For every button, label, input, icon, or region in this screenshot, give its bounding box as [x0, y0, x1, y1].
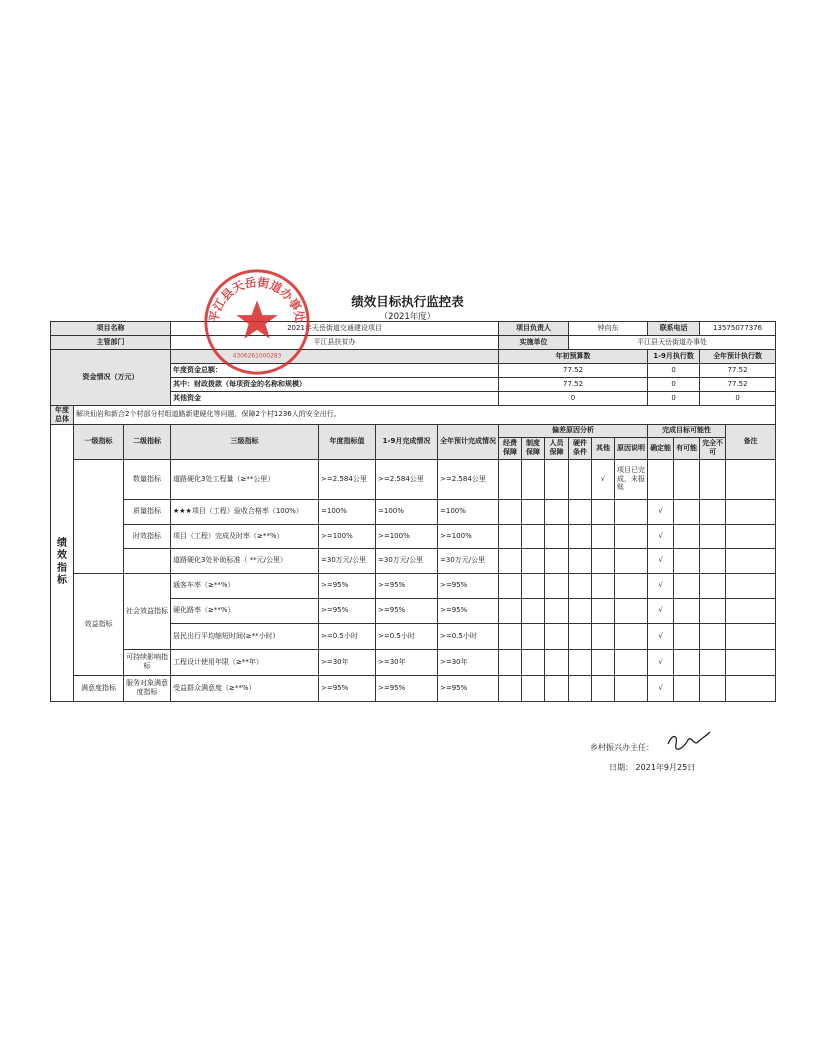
- col-l3: 三级指标: [171, 424, 319, 459]
- l2-cost: [124, 548, 171, 573]
- poss-maybe-cell: [674, 459, 700, 499]
- forecast-value: >=100%: [438, 524, 499, 548]
- l3-indicator: 工程设计使用年限（≥**年）: [171, 649, 319, 675]
- jan-sep-value: =30万元/公里: [376, 548, 438, 573]
- target-value: >=95%: [319, 675, 376, 701]
- dev-system-cell: [522, 459, 545, 499]
- dev-hardware-cell: [569, 524, 592, 548]
- dev-staff-cell: [545, 499, 569, 524]
- poss-sure-cell: √: [648, 499, 674, 524]
- funds-label: 资金情况（万元）: [51, 350, 171, 406]
- poss-col-sure: 确定能: [648, 437, 674, 459]
- l2-quantity: 数量指标: [124, 459, 171, 499]
- poss-sure-cell: √: [648, 649, 674, 675]
- dev-other-cell: [592, 499, 615, 524]
- funds-row-name: 其他资金: [171, 392, 499, 406]
- jan-sep-value: >=95%: [376, 573, 438, 598]
- l2-quality: 质量指标: [124, 499, 171, 524]
- col-l2: 二级指标: [124, 424, 171, 459]
- poss-sure-cell: √: [648, 548, 674, 573]
- dev-funding-cell: [499, 598, 522, 623]
- seal-code: 4306261000283: [232, 353, 282, 360]
- poss-impossible-cell: [700, 598, 726, 623]
- dev-hardware-cell: [569, 675, 592, 701]
- l3-indicator: 受益群众满意度（≥**%）: [171, 675, 319, 701]
- jan-sep-value: >=95%: [376, 675, 438, 701]
- funds-row-full-year: 77.52: [700, 364, 776, 378]
- poss-maybe-cell: [674, 524, 700, 548]
- dev-system-cell: [522, 649, 545, 675]
- forecast-value: =100%: [438, 499, 499, 524]
- reason-cell: [615, 548, 648, 573]
- forecast-value: >=95%: [438, 573, 499, 598]
- reason-cell: [615, 623, 648, 649]
- deviation-header: 偏差原因分析: [499, 424, 648, 437]
- unit-label: 实施单位: [499, 336, 569, 350]
- poss-col-maybe: 有可能: [674, 437, 700, 459]
- dev-hardware-cell: [569, 573, 592, 598]
- poss-sure-cell: √: [648, 675, 674, 701]
- funds-row-name: 年度资金总额：: [171, 364, 499, 378]
- dev-hardware-cell: [569, 598, 592, 623]
- remark-cell: [726, 459, 776, 499]
- dev-staff-cell: [545, 573, 569, 598]
- col-jan-sep: 1-9月完成情况: [376, 424, 438, 459]
- jan-sep-value: >=100%: [376, 524, 438, 548]
- poss-sure-cell: √: [648, 524, 674, 548]
- possibility-header: 完成目标可能性: [648, 424, 726, 437]
- remark-cell: [726, 524, 776, 548]
- dev-other-cell: [592, 573, 615, 598]
- remark-cell: [726, 675, 776, 701]
- owner-value: 钟向东: [569, 322, 648, 336]
- remark-cell: [726, 649, 776, 675]
- forecast-value: >=0.5小时: [438, 623, 499, 649]
- project-name: 2021年天岳街道交通建设项目: [171, 322, 499, 336]
- remark-cell: [726, 623, 776, 649]
- official-seal: [198, 263, 316, 381]
- l3-indicator: 通客车率（≥**%）: [171, 573, 319, 598]
- poss-maybe-cell: [674, 573, 700, 598]
- dev-system-cell: [522, 548, 545, 573]
- jan-sep-value: >=95%: [376, 598, 438, 623]
- owner-label: 项目负责人: [499, 322, 569, 336]
- target-value: >=30年: [319, 649, 376, 675]
- date-label: 日期：: [609, 763, 633, 772]
- dev-funding-cell: [499, 548, 522, 573]
- dev-system-cell: [522, 499, 545, 524]
- monitoring-form: [50, 321, 776, 702]
- poss-impossible-cell: [700, 623, 726, 649]
- funds-row-jan-sep: 0: [648, 392, 700, 406]
- target-value: =100%: [319, 499, 376, 524]
- dev-funding-cell: [499, 649, 522, 675]
- poss-impossible-cell: [700, 649, 726, 675]
- funds-row-budget: 77.52: [499, 378, 648, 392]
- poss-maybe-cell: [674, 623, 700, 649]
- dev-staff-cell: [545, 459, 569, 499]
- page-subtitle: （2021年度）: [379, 312, 436, 322]
- dev-funding-cell: [499, 675, 522, 701]
- dev-col-funding: 经费保障: [499, 437, 522, 459]
- dev-staff-cell: [545, 623, 569, 649]
- l3-indicator: 项目（工程）完成及时率（≥**%）: [171, 524, 319, 548]
- page-title: 绩效目标执行监控表: [351, 294, 464, 309]
- remark-cell: [726, 499, 776, 524]
- dev-hardware-cell: [569, 459, 592, 499]
- l1-output: [74, 459, 124, 573]
- phone-label: 联系电话: [648, 322, 700, 336]
- l1-satisfaction: 满意度指标: [74, 675, 124, 701]
- forecast-value: >=95%: [438, 598, 499, 623]
- poss-sure-cell: [648, 459, 674, 499]
- poss-sure-cell: √: [648, 573, 674, 598]
- l3-indicator: ★★★项目（工程）验收合格率（100%）: [171, 499, 319, 524]
- l3-indicator: 硬化路率（≥**%）: [171, 598, 319, 623]
- handwritten-signature: [664, 728, 714, 752]
- forecast-value: =30万元/公里: [438, 548, 499, 573]
- target-value: >=95%: [319, 598, 376, 623]
- col-target: 年度指标值: [319, 424, 376, 459]
- remark-cell: [726, 573, 776, 598]
- l3-indicator: 居民出行平均缩短时间(≥**小时): [171, 623, 319, 649]
- project-name-label: 项目名称: [51, 322, 171, 336]
- reason-cell: 项目已完成，未报账: [615, 459, 648, 499]
- perf-side-label: 绩效指标: [51, 424, 74, 701]
- funds-row-budget: 77.52: [499, 364, 648, 378]
- funds-row-jan-sep: 0: [648, 378, 700, 392]
- dev-col-system: 制度保障: [522, 437, 545, 459]
- jan-sep-value: =100%: [376, 499, 438, 524]
- funds-row-full-year: 77.52: [700, 378, 776, 392]
- dev-funding-cell: [499, 623, 522, 649]
- dev-system-cell: [522, 524, 545, 548]
- dev-col-other: 其他: [592, 437, 615, 459]
- annual-goal-text: 解决仙岩和新合2个村部分村组道路新建硬化等问题，保障2个村1236人的安全出行。: [74, 406, 776, 425]
- poss-impossible-cell: [700, 573, 726, 598]
- dev-funding-cell: [499, 499, 522, 524]
- poss-sure-cell: √: [648, 623, 674, 649]
- forecast-value: >=30年: [438, 649, 499, 675]
- poss-impossible-cell: [700, 459, 726, 499]
- dev-other-cell: √: [592, 459, 615, 499]
- remark-cell: [726, 548, 776, 573]
- dev-col-hardware: 硬件条件: [569, 437, 592, 459]
- funds-row-budget: 0: [499, 392, 648, 406]
- jan-sep-value: >=0.5小时: [376, 623, 438, 649]
- poss-impossible-cell: [700, 524, 726, 548]
- dev-other-cell: [592, 524, 615, 548]
- signature-label: 乡村振兴办主任：: [590, 743, 654, 752]
- phone-value: 13575077376: [700, 322, 776, 336]
- dev-other-cell: [592, 548, 615, 573]
- date-line: [609, 762, 695, 773]
- dev-hardware-cell: [569, 649, 592, 675]
- l2-time: 时效指标: [124, 524, 171, 548]
- dev-staff-cell: [545, 649, 569, 675]
- l2-social: 社会效益指标: [124, 573, 171, 649]
- dev-staff-cell: [545, 675, 569, 701]
- remark-cell: [726, 598, 776, 623]
- unit-value: 平江县天岳街道办事处: [569, 336, 776, 350]
- seal-text: 平江县天岳街道办事处: [206, 275, 308, 324]
- funds-col-full-year: 全年预计执行数: [700, 350, 776, 364]
- forecast-value: >=95%: [438, 675, 499, 701]
- dev-other-cell: [592, 598, 615, 623]
- dev-hardware-cell: [569, 623, 592, 649]
- dev-funding-cell: [499, 573, 522, 598]
- dev-funding-cell: [499, 459, 522, 499]
- col-l1: 一级指标: [74, 424, 124, 459]
- dev-staff-cell: [545, 524, 569, 548]
- l2-service: 服务对象满意度指标: [124, 675, 171, 701]
- reason-cell: [615, 499, 648, 524]
- annual-goal-label: 年度总体: [51, 406, 74, 425]
- reason-cell: [615, 598, 648, 623]
- funds-row-name: 其中：财政拨款（每项资金的名称和规模）: [171, 378, 499, 392]
- poss-maybe-cell: [674, 548, 700, 573]
- col-forecast: 全年预计完成情况: [438, 424, 499, 459]
- poss-impossible-cell: [700, 499, 726, 524]
- dev-system-cell: [522, 675, 545, 701]
- dev-system-cell: [522, 598, 545, 623]
- poss-maybe-cell: [674, 649, 700, 675]
- dev-other-cell: [592, 649, 615, 675]
- reason-cell: [615, 573, 648, 598]
- target-value: >=100%: [319, 524, 376, 548]
- dev-system-cell: [522, 573, 545, 598]
- l3-indicator: 道路硬化3处工程量（≥**公里）: [171, 459, 319, 499]
- reason-cell: [615, 524, 648, 548]
- dev-hardware-cell: [569, 548, 592, 573]
- dev-staff-cell: [545, 598, 569, 623]
- poss-impossible-cell: [700, 675, 726, 701]
- poss-maybe-cell: [674, 499, 700, 524]
- dev-col-staff: 人员保障: [545, 437, 569, 459]
- dept-label: 主管部门: [51, 336, 171, 350]
- jan-sep-value: >=2.584公里: [376, 459, 438, 499]
- dev-col-reason: 原因说明: [615, 437, 648, 459]
- dept-value: 平江县扶贫办: [171, 336, 499, 350]
- dev-system-cell: [522, 623, 545, 649]
- funds-col-budget: 年初预算数: [499, 350, 648, 364]
- target-value: >=2.584公里: [319, 459, 376, 499]
- dev-hardware-cell: [569, 499, 592, 524]
- target-value: =30万元/公里: [319, 548, 376, 573]
- dev-funding-cell: [499, 524, 522, 548]
- target-value: >=95%: [319, 573, 376, 598]
- poss-maybe-cell: [674, 675, 700, 701]
- poss-maybe-cell: [674, 598, 700, 623]
- funds-col-jan-sep: 1-9月执行数: [648, 350, 700, 364]
- date-value: 2021年9月25日: [635, 763, 696, 772]
- target-value: >=0.5小时: [319, 623, 376, 649]
- l1-benefit: 效益指标: [74, 573, 124, 675]
- dev-other-cell: [592, 623, 615, 649]
- jan-sep-value: >=30年: [376, 649, 438, 675]
- reason-cell: [615, 675, 648, 701]
- poss-col-impossible: 完全不可: [700, 437, 726, 459]
- funds-row-full-year: 0: [700, 392, 776, 406]
- remark-header: 备注: [726, 424, 776, 459]
- reason-cell: [615, 649, 648, 675]
- poss-impossible-cell: [700, 548, 726, 573]
- funds-row-jan-sep: 0: [648, 364, 700, 378]
- l3-indicator: 道路硬化3处补助标准（ **元/公里）: [171, 548, 319, 573]
- dev-other-cell: [592, 675, 615, 701]
- forecast-value: >=2.584公里: [438, 459, 499, 499]
- poss-sure-cell: √: [648, 598, 674, 623]
- l2-sustain: 可持续影响指标: [124, 649, 171, 675]
- dev-staff-cell: [545, 548, 569, 573]
